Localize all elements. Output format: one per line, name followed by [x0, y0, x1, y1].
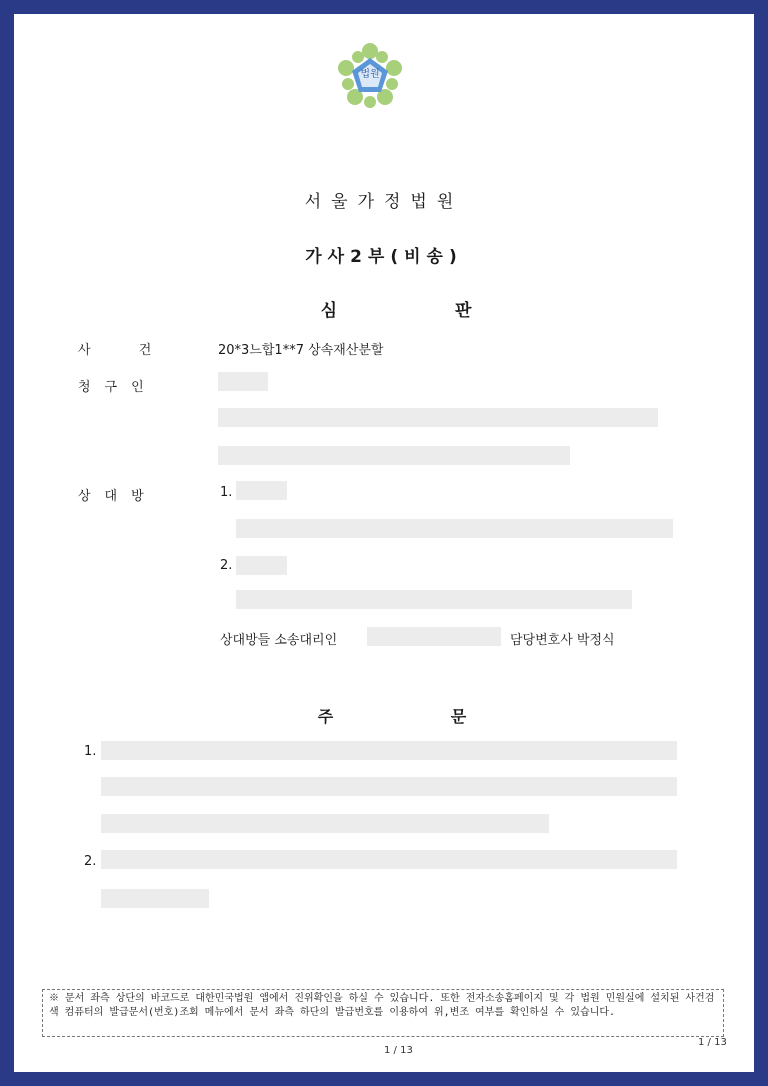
redacted-order-text: [101, 777, 677, 796]
redacted-respondent-name: [236, 481, 287, 500]
case-label: 사 건: [78, 343, 174, 358]
redacted-claimant-address-2: [218, 446, 570, 465]
order-item-number: 2.: [84, 854, 97, 869]
redacted-claimant-address: [218, 408, 658, 427]
emblem-label: 법원: [360, 69, 380, 80]
redacted-claimant-name: [218, 372, 268, 391]
respondent-item-number: 1.: [220, 485, 233, 500]
order-heading: 주 문: [317, 707, 523, 726]
court-name: 서울가정법원: [304, 192, 464, 212]
respondent-label: 상대방: [78, 489, 158, 504]
page-number-right: 1 / 13: [698, 1037, 727, 1048]
redacted-order-text: [101, 741, 677, 760]
redacted-respondent-address: [236, 519, 673, 538]
document-type: 심 판: [320, 301, 528, 321]
redacted-order-text: [101, 814, 549, 833]
redacted-respondent-address: [236, 590, 632, 609]
verification-notice: ※ 문서 좌측 상단의 바코드로 대한민국법원 앱에서 진위확인을 하실 수 있습니다. 또한 전자소송홈페이지 및 각 법원 민원실에 설치된 사건검색 컴퓨터의 발급문서(번호)조회 메뉴에서 문서 좌측 하단의 발급번호를 이용하여 위,변조 여부를 확인하실 수 있습니다.: [42, 989, 724, 1037]
respondent-item-number: 2.: [220, 558, 233, 573]
document-page: [14, 14, 754, 1072]
claimant-label: 청구인: [78, 380, 158, 395]
attorney-in-charge: 담당변호사 박정식: [510, 633, 615, 648]
redacted-respondent-name: [236, 556, 287, 575]
page-number: 1 / 13: [384, 1045, 413, 1056]
redacted-law-firm: [367, 627, 501, 646]
case-number: 20*3느합1**7 상속재산분할: [218, 343, 384, 358]
redacted-order-text: [101, 850, 677, 869]
order-item-number: 1.: [84, 744, 97, 759]
division-name: 가사2부(비송): [305, 247, 463, 267]
counsel-prefix: 상대방들 소송대리인: [220, 633, 338, 648]
redacted-order-text: [101, 889, 209, 908]
